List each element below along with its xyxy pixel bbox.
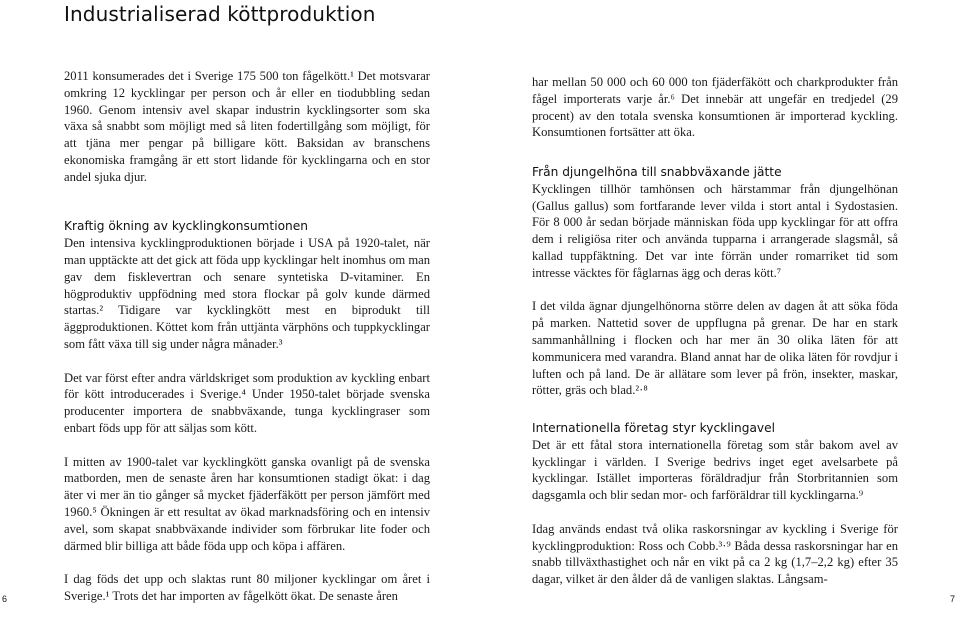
right-column: [532, 74, 898, 605]
paragraph: I det vilda ägnar djungelhönorna större delen av dagen åt att söka föda på marken. Nattetid sover de uppflugna på grenar. De har en stark sammanhållning i flocken och har mer än 30 olika läten för att kommunicera med varandra. Bland annat har de olika läten för rovdjur i luften och på land. De är allätare som lever på frön, insekter, maskar, rötter, gräs och blad.²·⁸: [532, 299, 898, 398]
left-column: [64, 68, 430, 622]
paragraph: Den intensiva kycklingproduktionen började i USA på 1920-talet, när man upptäckte att det gick att föda upp kycklingar helt inomhus om man gav dem fisklevertran och senare syntetiska D-vitaminer. En högproduktiv uppfödning med stora flockar på golv kunde därmed startas.² Tidigare var kycklingkött mest en biprodukt till äggproduktionen. Köttet kom från uttjänta värphöns och tuppkycklingar som fått växa till sig under några månader.³: [64, 236, 430, 351]
page-number-right: 7: [950, 594, 956, 604]
section-heading-international-breeding: Internationella företag styr kycklingavel: [532, 420, 776, 435]
paragraph: I dag föds det upp och slaktas runt 80 miljoner kycklingar om året i Sverige.¹ Trots det har importen av fågelkött ökat. De senaste åren: [64, 572, 430, 603]
paragraph: Det var först efter andra världskriget som produktion av kyckling enbart för kött introducerades i Sverige.⁴ Under 1950-talet började svenska producenter importera de snabbväxande, tunga kycklingraser som enbart föds upp för att säljas som kött.: [64, 370, 430, 435]
paragraph: Kycklingen tillhör tamhönsen och härstammar från djungelhönan (Gallus gallus) som fortfarande lever vilda i stort antal i Sydostasien. För 8 000 år sedan började människan föda upp kycklingar för att offra dem i religiösa riter och använda tupparna i arrangerade slagsmål, så kallad tuppfäktning. Det var inte förrän under romarriket tid som intresse väcktes för fåglarnas ägg och deras kött.⁷: [532, 181, 898, 280]
section-heading-jungle-fowl: Från djungelhöna till snabbväxande jätte: [532, 164, 782, 179]
page-number-left: 6: [2, 594, 8, 604]
intro-paragraph: 2011 konsumerades det i Sverige 175 500 ton fågelkött.¹ Det motsvarar omkring 12 kycklingar per person och år eller en tiodubbling sedan 1960. Genom intensiv avel skapar industrin kycklingsorter som ska växa så snabbt som möjligt med så liten fodertillgång som möjligt, för att tjäna mer pengar på billigare kött. Baksidan av branschens ekonomiska framgång är ett stort lidande för kycklingarna och en stor andel sjuka djur.: [64, 69, 430, 184]
continued-paragraph: har mellan 50 000 och 60 000 ton fjäderfäkött och charkprodukter från fågel importerats varje år.⁶ Det innebär att ungefär en tredjedel (29 procent) av den totala svenska konsumtionen är importerad kyckling. Konsumtionen fortsätter att öka.: [532, 75, 898, 140]
paragraph: I mitten av 1900-talet var kycklingkött ganska ovanligt på de svenska matborden, men de senaste åren har konsumtionen stadigt ökat: i dag äter vi mer än tio gånger så mycket fjäderfäkött per person jämfört med 1960.⁵ Ökningen är ett resultat av ökad marknadsföring och en intensiv avel, som skapat snabbväxande individer som förbrukar lite foder och därmed blir billiga att både föda upp och köpa i affären.: [64, 454, 430, 553]
paragraph: Idag används endast två olika raskorsningar av kyckling i Sverige för kycklingproduktion: Ross och Cobb.³·⁹ Båda dessa raskorsningar har en snabb tillväxthastighet och når en vikt på ca 2 kg (1,7–2,2 kg) efter 35 dagar, vilket är den ålder då de vanligen slaktas. Långsam-: [532, 521, 898, 587]
page-title: Industrialiserad köttproduktion: [64, 2, 376, 26]
paragraph: Det är ett fåtal stora internationella företag som står bakom avel av kycklingar i världen. I Sverige bedrivs inget eget avelsarbete på kycklingar. Istället importeras föräldradjur från Storbritannien som dagsgamla och blir sedan mor- och farföräldrar till kycklingarna.⁹: [532, 437, 898, 503]
section-heading-consumption: Kraftig ökning av kycklingkonsumtionen: [64, 219, 308, 234]
